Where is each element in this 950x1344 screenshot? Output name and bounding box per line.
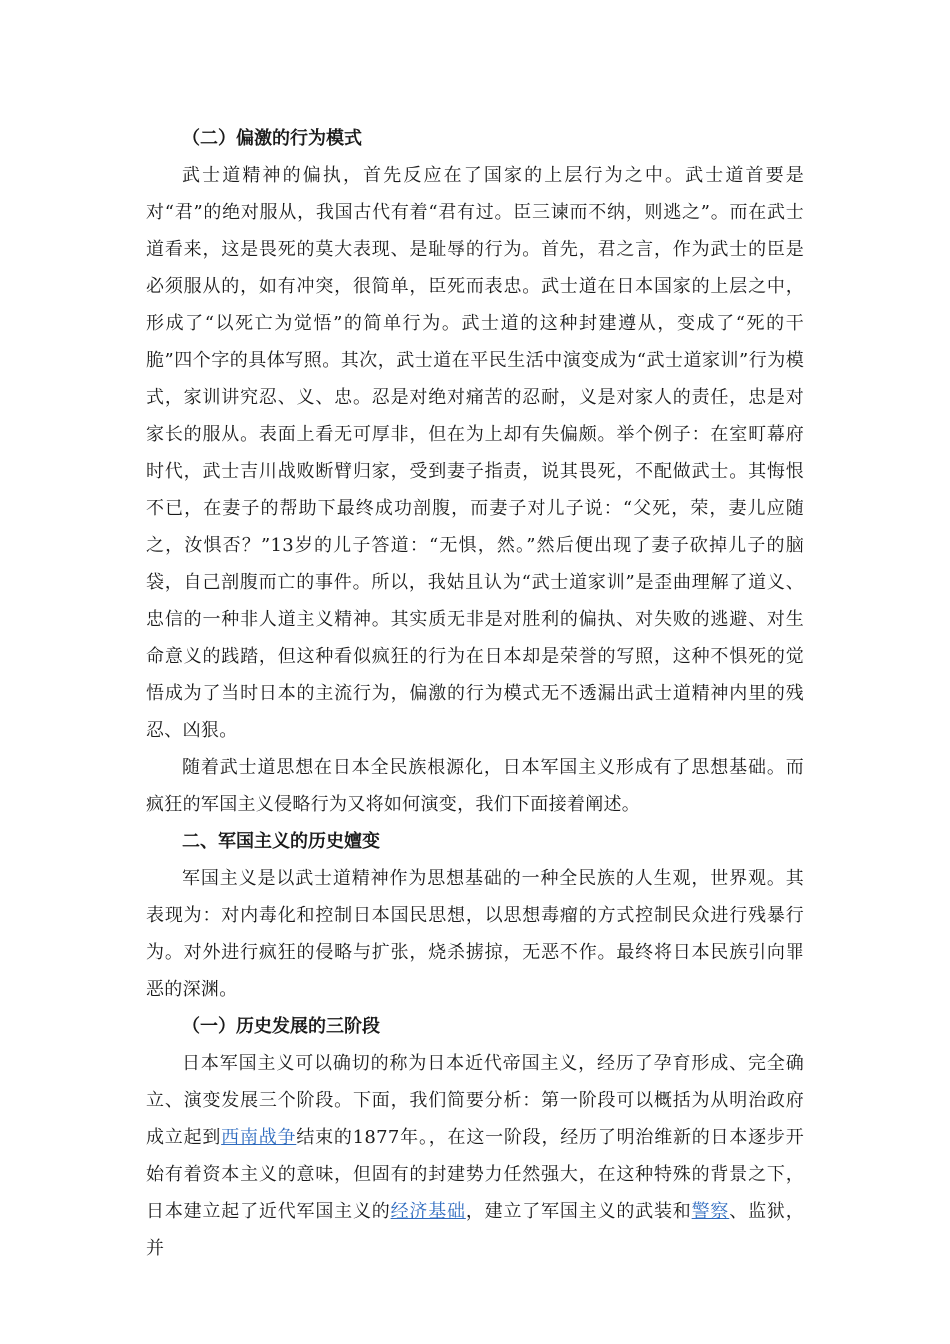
paragraph-three-stages <box>146 1045 804 1267</box>
section-heading-three-stages: （一）历史发展的三阶段 <box>182 1016 380 1037</box>
link-economic-base[interactable]: 经济基础 <box>390 1201 466 1222</box>
paragraph-transition: 随着武士道思想在日本全民族根源化，日本军国主义形成有了思想基础。而疯狂的军国主义侵略行为又将如何演变，我们下面接着阐述。 <box>146 757 804 815</box>
section-heading-behavior-pattern: （二）偏激的行为模式 <box>182 128 362 149</box>
paragraph-text-3: ，建立了军国主义的武装和 <box>465 1201 692 1222</box>
paragraph-militarism-definition: 军国主义是以武士道精神作为思想基础的一种全民族的人生观，世界观。其表现为：对内毒化和控制日本国民思想，以思想毒瘤的方式控制民众进行残暴行为。对外进行疯狂的侵略与扩张，烧杀掳掠，无恶不作。最终将日本民族引向罪恶的深渊。 <box>146 868 804 1000</box>
section-heading-militarism-evolution: 二、军国主义的历史嬗变 <box>182 831 380 852</box>
paragraph-text-1: 日本军国主义可以确切的称为日本近代帝国主义，经历了孕育形成、完全确立、演变发展三个阶段。下面，我们简要分析：第一阶段可以概括为从明治政府成立起到 <box>146 1053 804 1148</box>
paragraph-text-4: 、监狱，并 <box>146 1201 804 1259</box>
paragraph-text-2: 结束的1877年。，在这一阶段，经历了明治维新的日本逐步开始有着资本主义的意味，但固有的封建势力任然强大，在这种特殊的背景之下，日本建立起了近代军国主义的 <box>146 1127 804 1222</box>
link-southwest-war[interactable]: 西南战争 <box>221 1127 297 1148</box>
paragraph-bushido-behavior: 武士道精神的偏执，首先反应在了国家的上层行为之中。武士道首要是对“君”的绝对服从，我国古代有着“君有过。臣三谏而不纳，则逃之”。而在武士道看来，这是畏死的莫大表现、是耻辱的行为。首先，君之言，作为武士的臣是必须服从的，如有冲突，很简单，臣死而表忠。武士道在日本国家的上层之中，形成了“以死亡为觉悟”的简单行为。武士道的这种封建遵从，变成了“死的干脆”四个字的具体写照。其次，武士道在平民生活中演变成为“武士道家训”行为模式，家训讲究忍、义、忠。忍是对绝对痛苦的忍耐，义是对家人的责任，忠是对家长的服从。表面上看无可厚非，但在为上却有失偏颇。举个例子：在室町幕府时代，武士吉川战败断臂归家，受到妻子指责，说其畏死，不配做武士。其悔恨不已，在妻子的帮助下最终成功剖腹，而妻子对儿子说：“父死，荣，妻儿应随之，汝惧否？”13岁的儿子答道：“无惧，然。”然后便出现了妻子砍掉儿子的脑袋，自己剖腹而亡的事件。所以，我姑且认为“武士道家训”是歪曲理解了道义、忠信的一种非人道主义精神。其实质无非是对胜利的偏执、对失败的逃避、对生命意义的践踏，但这种看似疯狂的行为在日本却是荣誉的写照，这种不惧死的觉悟成为了当时日本的主流行为，偏激的行为模式无不透漏出武士道精神内里的残忍、凶狠。 <box>146 165 804 741</box>
link-police[interactable]: 警察 <box>691 1201 730 1222</box>
